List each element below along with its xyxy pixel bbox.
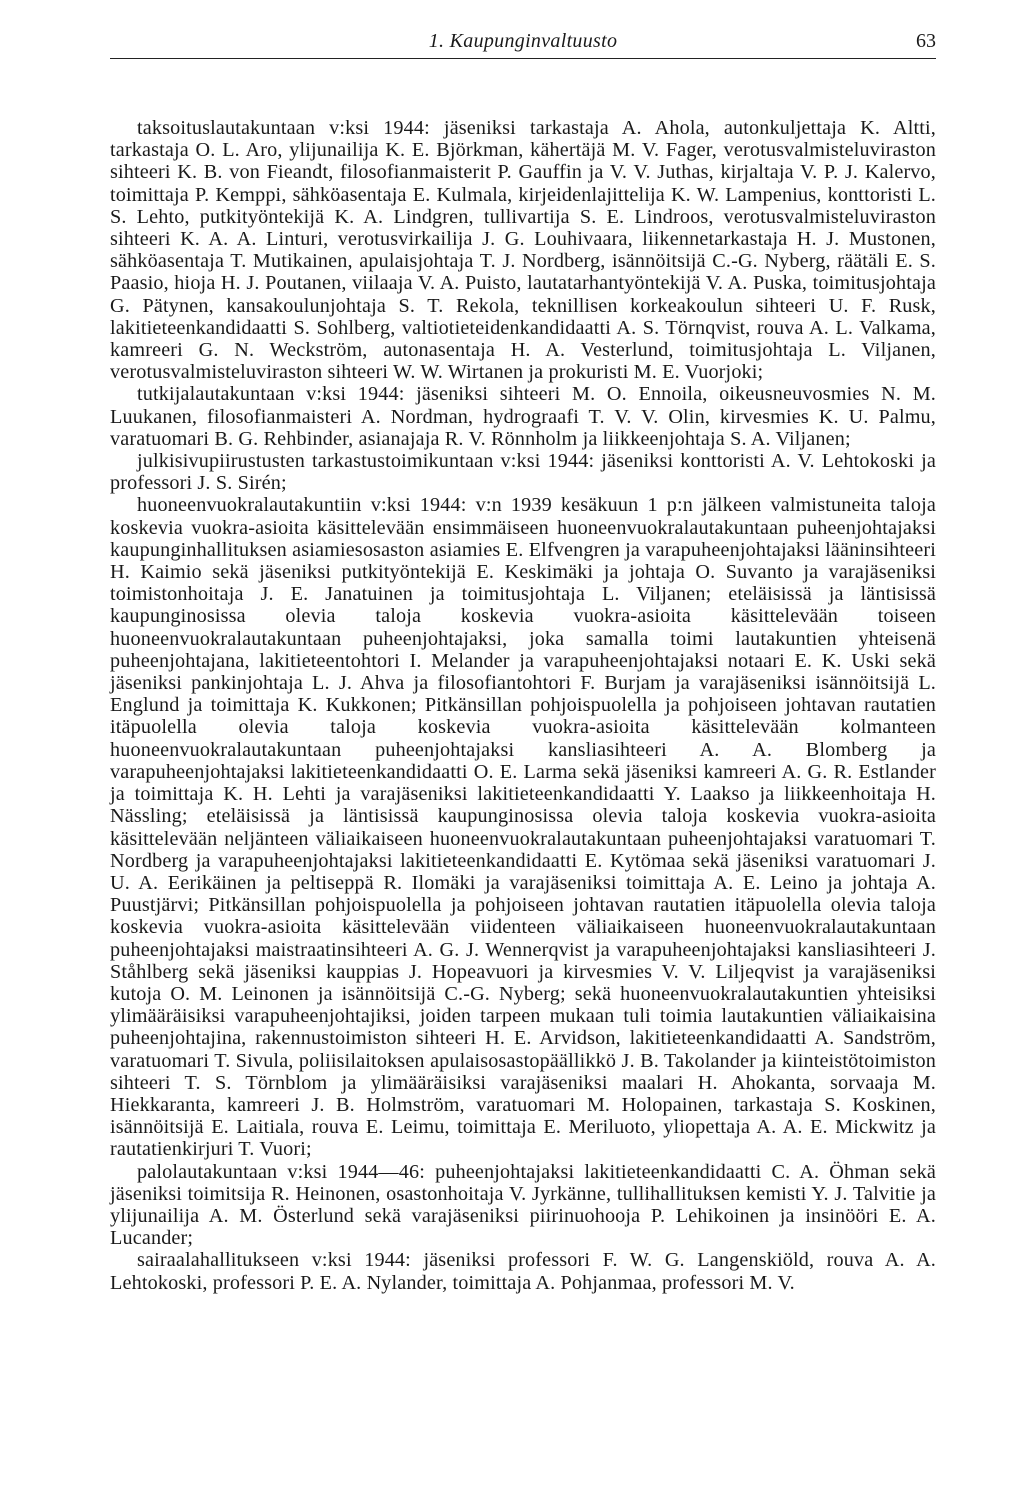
paragraph-palolautakunta: palolautakuntaan v:ksi 1944—46: puheenjohtajaksi lakitieteenkandidaatti C. A. Öhman sekä jäseniksi toimitsija R. Heinonen, osastonhoitaja V. Jyrkänne, tullihallituksen kemisti Y. J. Talvitie ja ylijunailija A. M. Österlund sekä varajäseniksi piirinuohooja P. Lehikoinen ja insinööri E. A. Lucander; — [110, 1160, 936, 1250]
running-header — [110, 28, 936, 59]
running-title: 1. Kaupunginvaltuusto — [428, 30, 618, 52]
paragraph-tutkijalautakunta: tutkijalautakuntaan v:ksi 1944: jäseniksi sihteeri M. O. Ennoila, oikeusneuvosmies N. M. Luukanen, filosofianmaisteri A. Nordman, hydrograafi T. V. V. Olin, kirvesmies K. U. Palmu, varatuomari B. G. Rehbinder, asianajaja R. V. Rönnholm ja liikkeenjohtaja S. A. Viljanen; — [110, 383, 936, 450]
paragraph-sairaalahallitus: sairaalahallitukseen v:ksi 1944: jäseniksi professori F. W. G. Langenskiöld, rouva A. A. Lehtokoski, professori P. E. A. Nylander, toimittaja A. Pohjanmaa, professori M. V. — [110, 1249, 936, 1294]
body-text — [110, 117, 936, 1294]
paragraph-julkisivupiirustukset: julkisivupiirustusten tarkastustoimikuntaan v:ksi 1944: jäseniksi konttoristi A. V. Lehtokoski ja professori J. S. Sirén; — [110, 450, 936, 495]
paragraph-huoneenvuokralautakunnat: huoneenvuokralautakuntiin v:ksi 1944: v:n 1939 kesäkuun 1 p:n jälkeen valmistuneita taloja koskevia vuokra-asioita käsittelevään ensimmäiseen huoneenvuokralautakuntaan puheenjohtajaksi kaupunginhallituksen asiamiesosaston asiamies E. Elfvengren ja varapuheenjohtajaksi lääninsihteeri H. Kaimio sekä jäseniksi putkityöntekijä E. Keskimäki ja johtaja O. Suvanto ja varajäseniksi toimistonhoitaja J. E. Janatuinen ja toimitusjohtaja L. Viljanen; eteläisissä ja läntisissä kaupunginosissa olevia taloja koskevia vuokra-asioita käsittelevään toiseen huoneenvuokralautakuntaan puheenjohtajaksi, joka samalla toimi lautakuntien yhteisenä puheenjohtajana, lakitieteentohtori I. Melander ja varapuheenjohtajaksi notaari E. K. Uski sekä jäseniksi pankinjohtaja L. J. Ahva ja filosofiantohtori F. Burjam ja varajäseniksi isännöitsijä L. Englund ja toimittaja K. Kukkonen; Pitkänsillan pohjoispuolella ja pohjoiseen johtavan rautatien itäpuolella olevia taloja koskevia vuokra-asioita käsittelevään kolmanteen huoneenvuokralautakuntaan puheenjohtajaksi kansliasihteeri A. A. Blomberg ja varapuheenjohtajaksi lakitieteenkandidaatti O. E. Larma sekä jäseniksi kamreeri A. G. R. Estlander ja toimittaja K. H. Lehti ja varajäseniksi lakitieteenkandidaatti Y. Laakso ja liikkeenhoitaja H. Nässling; eteläisissä ja läntisissä kaupunginosissa olevia taloja koskevia vuokra-asioita käsittelevään neljänteen väliaikaiseen huoneenvuokralautakuntaan puheenjohtajaksi varatuomari T. Nordberg ja varapuheenjohtajaksi lakitieteenkandidaatti E. Kytömaa sekä jäseniksi varatuomari J. U. A. Eerikäinen ja peltiseppä R. Ilomäki ja varajäseniksi toimittaja A. E. Leino ja johtaja A. Puustjärvi; Pitkänsillan pohjoispuolella ja pohjoiseen johtavan rautatien itäpuolella olevia taloja koskevia vuokra-asioita käsittelevään viidenteen väliaikaiseen huoneenvuokralautakuntaan puheenjohtajaksi maistraatinsihteeri A. G. J. Wennerqvist ja varapuheenjohtajaksi kansliasihteeri J. Ståhlberg sekä jäseniksi kauppias J. Hopeavuori ja kirvesmies V. V. Liljeqvist ja varajäseniksi kutoja O. M. Leinonen ja isännöitsijä C.-G. Nyberg; sekä huoneenvuokralautakuntien yhteisiksi ylimääräisiksi varapuheenjohtajiksi, joiden tarpeen mukaan tuli toimia lautakuntien väliaikaisina puheenjohtajina, rakennustoimiston sihteeri H. E. Arvidson, lakitieteenkandidaatti A. Sandström, varatuomari T. Sivula, poliisilaitoksen apulaisosastopäällikkö J. B. Takolander ja kiinteistötoimiston sihteeri T. S. Törnblom ja ylimääräisiksi varajäseniksi maalari H. Ahokanta, sorvaaja M. Hiekkaranta, kamreeri J. B. Holmström, varatuomari M. Holopainen, tarkastaja S. Koskinen, isännöitsijä E. Laitiala, rouva E. Leimu, toimittaja E. Meriluoto, yliopettaja A. A. E. Mickwitz ja rautatienkirjuri T. Vuori; — [110, 494, 936, 1161]
page-number: 63 — [916, 30, 936, 52]
document-page — [110, 28, 936, 1294]
paragraph-taksoituslautakunta: taksoituslautakuntaan v:ksi 1944: jäseniksi tarkastaja A. Ahola, autonkuljettaja K. Altti, tarkastaja O. L. Aro, ylijunailija K. E. Björkman, kähertäjä M. V. Fager, verotusvalmisteluviraston sihteeri K. B. von Fieandt, filosofianmaisterit P. Gauffin ja V. V. Juthas, kirjaltaja V. P. J. Kalervo, toimittaja P. Kemppi, sähköasentaja E. Kulmala, kirjeidenlajittelija K. W. Lampenius, konttoristi L. S. Lehto, putkityöntekijä K. A. Lindgren, tullivartija S. E. Lindroos, verotusvalmisteluviraston sihteeri K. A. A. Linturi, verotusvirkailija J. G. Louhivaara, liikennetarkastaja H. J. Mustonen, sähköasentaja T. Mutikainen, apulaisjohtaja T. J. Nordberg, isännöitsijä C.-G. Nyberg, räätäli E. S. Paasio, hioja H. J. Poutanen, viilaaja V. A. Puisto, lautatarhantyöntekijä V. A. Puska, toimitusjohtaja G. Pätynen, kansakoulunjohtaja S. T. Rekola, teknillisen korkeakoulun sihteeri U. F. Rusk, lakitieteenkandidaatti S. Sohlberg, valtiotieteidenkandidaatti A. S. Törnqvist, rouva A. L. Valkama, kamreeri G. N. Weckström, autonasentaja H. A. Vesterlund, toimitusjohtaja L. Viljanen, verotusvalmisteluviraston sihteeri W. W. Wirtanen ja prokuristi M. E. Vuorjoki; — [110, 117, 936, 384]
